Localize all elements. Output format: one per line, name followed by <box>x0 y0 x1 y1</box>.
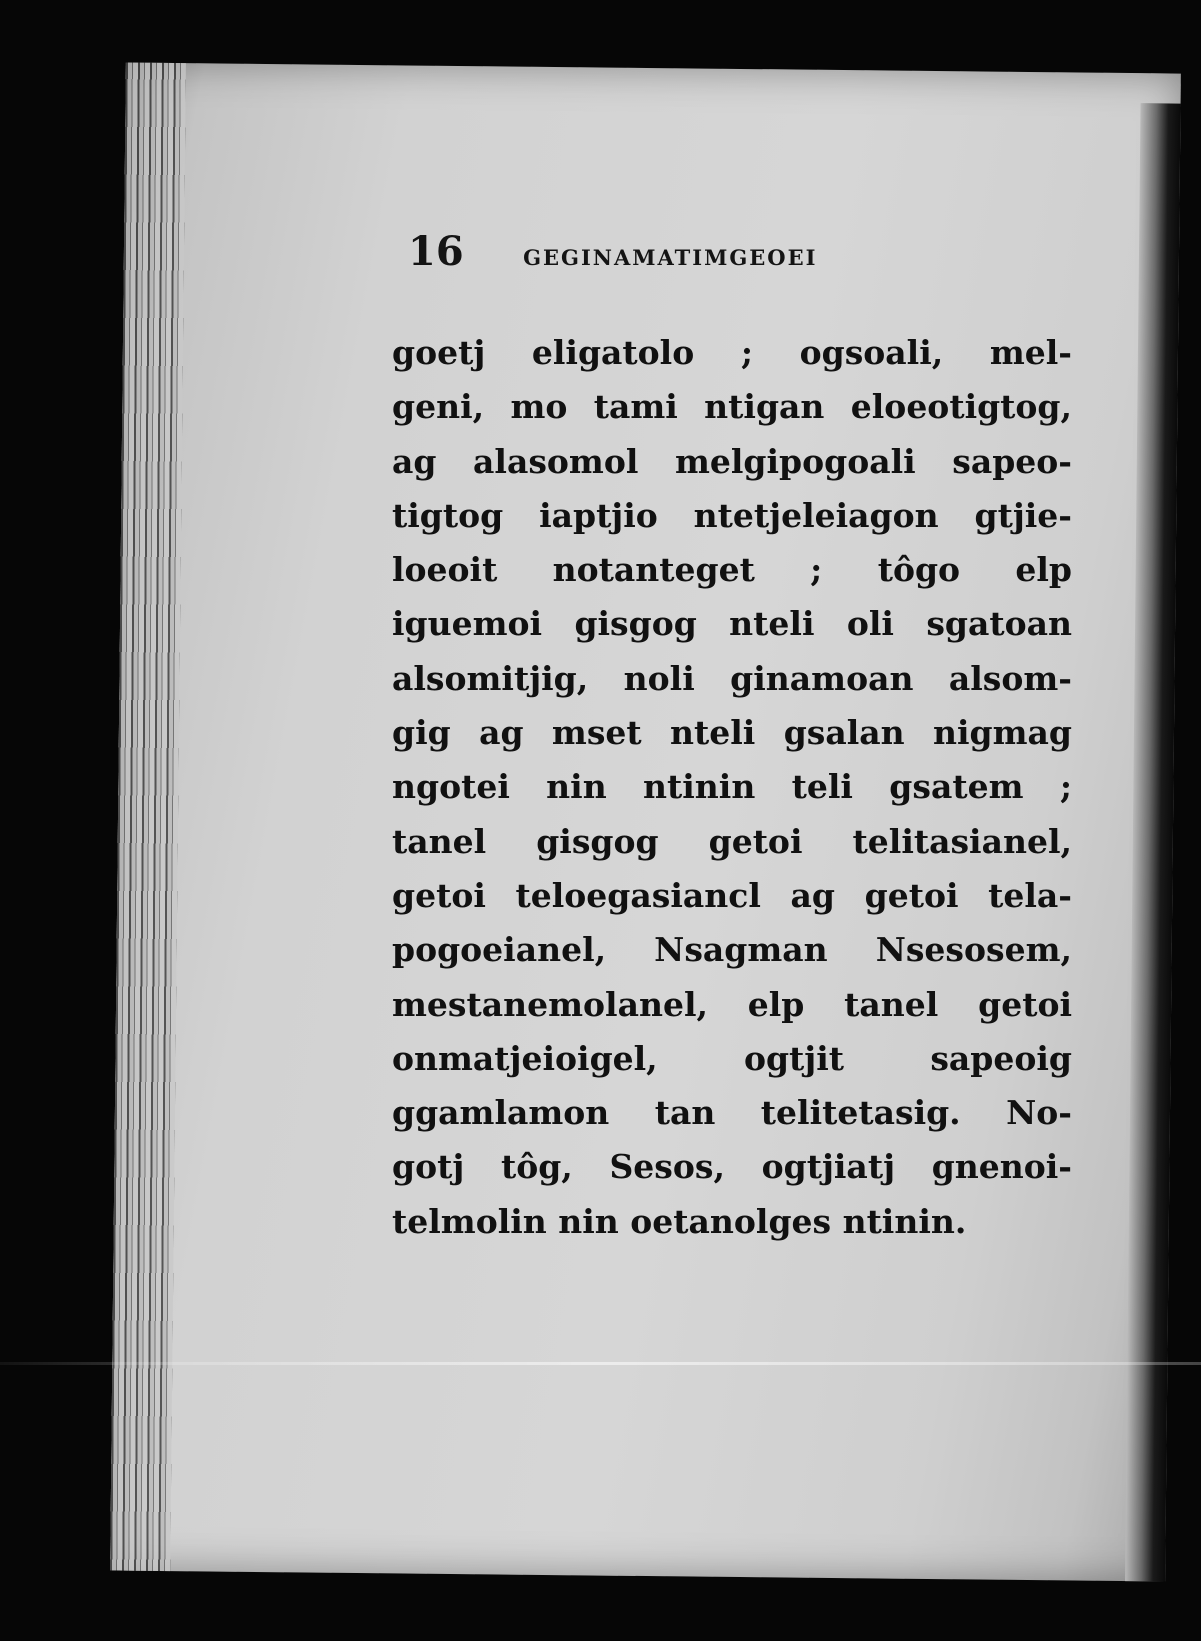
text-line: geni, mo tami ntigan eloeotigtog, <box>392 387 1072 427</box>
page-header <box>408 228 948 275</box>
text-line: gotj tôg, Sesos, ogtjiatj gnenoi- <box>392 1147 1072 1187</box>
page-edges <box>110 63 186 1572</box>
text-line: ngotei nin ntinin teli gsatem ; <box>392 767 1072 807</box>
text-line: pogoeianel, Nsagman Nsesosem, <box>392 930 1072 970</box>
text-line: iguemoi gisgog nteli oli sgatoan <box>392 604 1072 644</box>
text-line: tigtog iaptjio ntetjeleiagon gtjie- <box>392 495 1072 535</box>
text-line: getoi teloegasiancl ag getoi tela- <box>392 875 1072 915</box>
text-line: loeoit notanteget ; tôgo elp <box>392 550 1072 590</box>
text-line: alsomitjig, noli ginamoan alsom- <box>392 658 1072 698</box>
scan-artifact-line <box>0 1362 1201 1365</box>
text-line: ag alasomol melgipogoali sapeo- <box>392 441 1072 481</box>
page-number: 16 <box>408 228 464 275</box>
text-line: goetj eligatolo ; ogsoali, mel- <box>392 333 1072 372</box>
running-head: GEGINAMATIMGEOEI <box>523 245 818 270</box>
text-line: telmolin nin oetanolges ntinin. <box>392 1201 967 1241</box>
text-line: mestanemolanel, elp tanel getoi <box>392 984 1072 1024</box>
text-line: gig ag mset nteli gsalan nigmag <box>392 713 1072 753</box>
text-line: onmatjeioigel, ogtjit sapeoig <box>392 1038 1072 1078</box>
text-line: tanel gisgog getoi telitasianel, <box>392 821 1072 861</box>
text-line: ggamlamon tan telitetasig. No- <box>392 1093 1072 1133</box>
book-gutter <box>1125 103 1180 1581</box>
body-text <box>392 326 1072 1249</box>
